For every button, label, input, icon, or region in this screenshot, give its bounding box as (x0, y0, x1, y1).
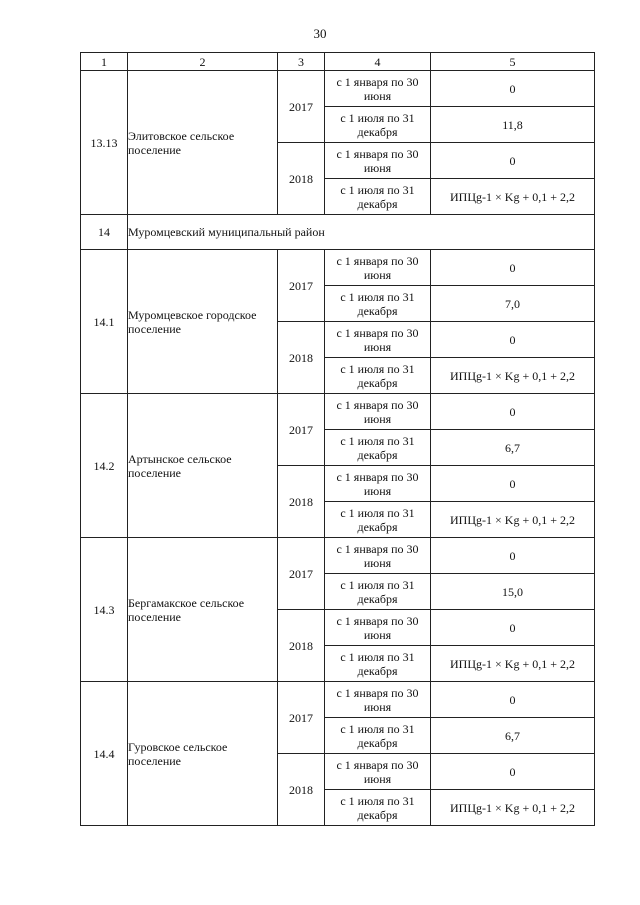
year-cell: 2017 (278, 394, 325, 466)
tariff-value: 11,8 (431, 107, 595, 143)
column-header-3: 3 (278, 53, 325, 71)
year-cell: 2018 (278, 143, 325, 215)
period-second-half: с 1 июля по 31 декабря (325, 790, 431, 826)
period-second-half: с 1 июля по 31 декабря (325, 179, 431, 215)
period-first-half: с 1 января по 30 июня (325, 682, 431, 718)
section-row (81, 215, 595, 250)
period-first-half: с 1 января по 30 июня (325, 71, 431, 107)
tariff-value: 0 (431, 71, 595, 107)
table-row (81, 682, 595, 718)
tariff-value: 0 (431, 250, 595, 286)
settlement-number: 14.2 (81, 394, 128, 538)
table-body (81, 53, 595, 826)
period-second-half: с 1 июля по 31 декабря (325, 358, 431, 394)
table-header-row (81, 53, 595, 71)
tariff-value: 0 (431, 610, 595, 646)
tariff-value: 0 (431, 754, 595, 790)
tariff-value: ИПЦg-1 × Kg + 0,1 + 2,2 (431, 790, 595, 826)
period-first-half: с 1 января по 30 июня (325, 610, 431, 646)
period-first-half: с 1 января по 30 июня (325, 394, 431, 430)
year-cell: 2018 (278, 610, 325, 682)
tariff-table (80, 52, 595, 826)
year-cell: 2018 (278, 466, 325, 538)
settlement-name: Муромцевское городское поселение (128, 250, 278, 394)
tariff-value: 6,7 (431, 430, 595, 466)
period-second-half: с 1 июля по 31 декабря (325, 574, 431, 610)
page-number: 30 (313, 26, 327, 41)
period-first-half: с 1 января по 30 июня (325, 466, 431, 502)
period-second-half: с 1 июля по 31 декабря (325, 430, 431, 466)
period-first-half: с 1 января по 30 июня (325, 538, 431, 574)
section-number: 14 (81, 215, 128, 250)
column-header-5: 5 (431, 53, 595, 71)
settlement-number: 13.13 (81, 71, 128, 215)
period-first-half: с 1 января по 30 июня (325, 322, 431, 358)
settlement-name: Бергамакское сельское поселение (128, 538, 278, 682)
tariff-value: 0 (431, 322, 595, 358)
tariff-value: 7,0 (431, 286, 595, 322)
table-row (81, 71, 595, 107)
tariff-value: 0 (431, 682, 595, 718)
table-row (81, 250, 595, 286)
year-cell: 2018 (278, 322, 325, 394)
period-second-half: с 1 июля по 31 декабря (325, 502, 431, 538)
tariff-value: 0 (431, 466, 595, 502)
settlement-name: Гуровское сельское поселение (128, 682, 278, 826)
tariff-value: ИПЦg-1 × Kg + 0,1 + 2,2 (431, 179, 595, 215)
period-first-half: с 1 января по 30 июня (325, 754, 431, 790)
settlement-number: 14.3 (81, 538, 128, 682)
tariff-value: ИПЦg-1 × Kg + 0,1 + 2,2 (431, 502, 595, 538)
table-row (81, 538, 595, 574)
tariff-value: 0 (431, 394, 595, 430)
period-second-half: с 1 июля по 31 декабря (325, 286, 431, 322)
period-first-half: с 1 января по 30 июня (325, 250, 431, 286)
settlement-name: Артынское сельское поселение (128, 394, 278, 538)
period-second-half: с 1 июля по 31 декабря (325, 718, 431, 754)
year-cell: 2017 (278, 71, 325, 143)
tariff-value: 6,7 (431, 718, 595, 754)
tariff-value: ИПЦg-1 × Kg + 0,1 + 2,2 (431, 358, 595, 394)
period-first-half: с 1 января по 30 июня (325, 143, 431, 179)
settlement-number: 14.1 (81, 250, 128, 394)
section-title: Муромцевский муниципальный район (128, 215, 595, 250)
column-header-4: 4 (325, 53, 431, 71)
tariff-value: 0 (431, 143, 595, 179)
column-header-1: 1 (81, 53, 128, 71)
period-second-half: с 1 июля по 31 декабря (325, 107, 431, 143)
tariff-value: ИПЦg-1 × Kg + 0,1 + 2,2 (431, 646, 595, 682)
period-second-half: с 1 июля по 31 декабря (325, 646, 431, 682)
settlement-number: 14.4 (81, 682, 128, 826)
column-header-2: 2 (128, 53, 278, 71)
year-cell: 2017 (278, 682, 325, 754)
year-cell: 2017 (278, 538, 325, 610)
tariff-value: 0 (431, 538, 595, 574)
year-cell: 2017 (278, 250, 325, 322)
table-row (81, 394, 595, 430)
settlement-name: Элитовское сельское поселение (128, 71, 278, 215)
year-cell: 2018 (278, 754, 325, 826)
tariff-value: 15,0 (431, 574, 595, 610)
